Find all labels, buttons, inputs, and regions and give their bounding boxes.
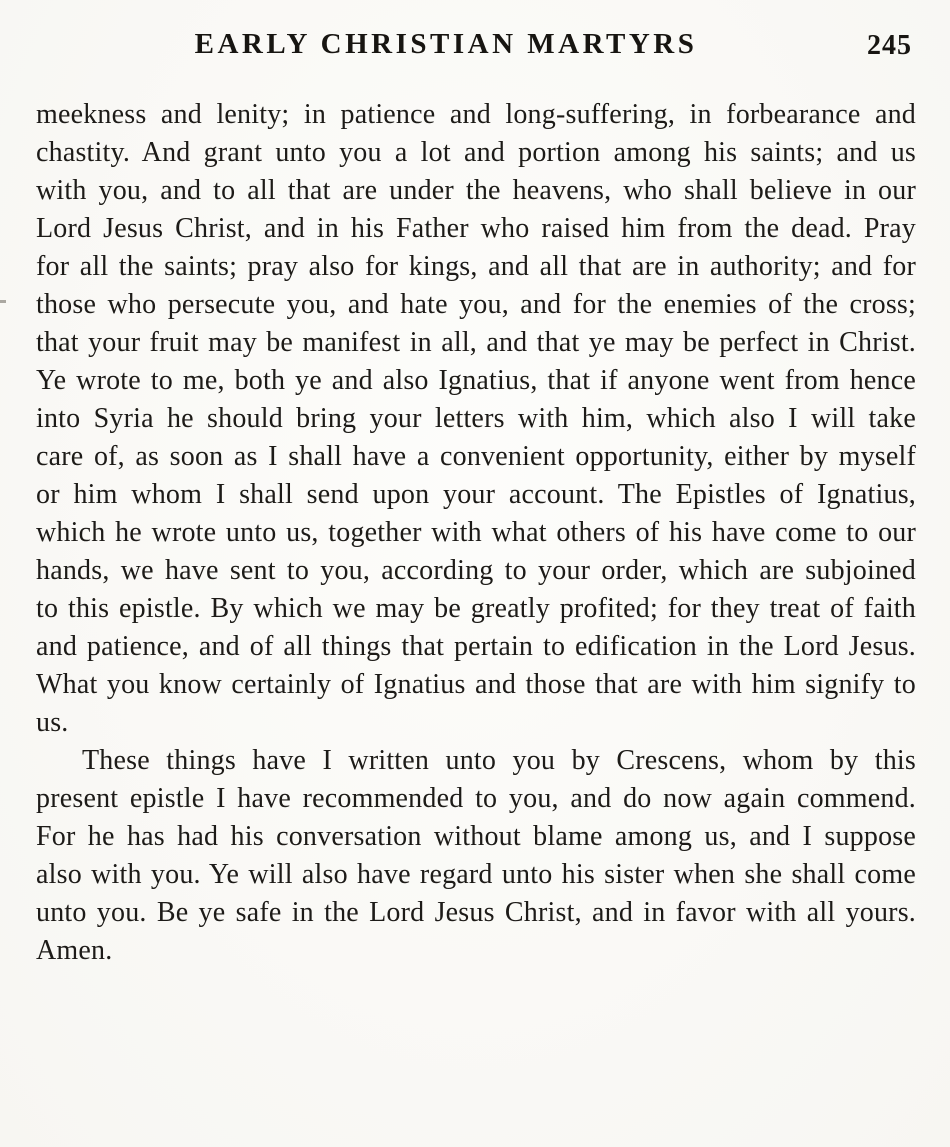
running-title: EARLY CHRISTIAN MARTYRS	[194, 28, 698, 60]
paragraph-continuation: meekness and lenity; in patience and long-suffering, in forbearance and chastity. And grant unto you a lot and portion among his saints; and us with you, and to all that are under the heavens, who shall believe in our Lord Jesus Christ, and in his Father who raised him from the dead. Pray for all the saints; pray also for kings, and all that are in authority; and for those who persecute you, and hate you, and for the enemies of the cross; that your fruit may be manifest in all, and that ye may be perfect in Christ. Ye wrote to me, both ye and also Ignatius, that if anyone went from hence into Syria he should bring your letters with him, which also I will take care of, as soon as I shall have a convenient opportunity, either by myself or him whom I shall send upon your account. The Epistles of Ignatius, which he wrote unto us, together with what others of his have come to our hands, we have sent to you, according to your order, which are subjoined to this epistle. By which we may be greatly profited; for they treat of faith and patience, and of all things that pertain to edification in the Lord Jesus. What you know certainly of Ignatius and those that are with him signify to us.	[36, 99, 916, 738]
paragraph-closing: These things have I written unto you by Crescens, whom by this present epistle I have recommended to you, and do now again commend. For he has had his conversation without blame among us, and I suppose also with you. Ye will also have regard unto his sister when she shall come unto you. Be ye safe in the Lord Jesus Christ, and in favor with all yours. Amen.	[36, 745, 916, 966]
page-number: 245	[867, 30, 912, 61]
page-body	[36, 96, 916, 970]
page-header	[36, 28, 916, 72]
scan-artifact	[0, 300, 6, 303]
